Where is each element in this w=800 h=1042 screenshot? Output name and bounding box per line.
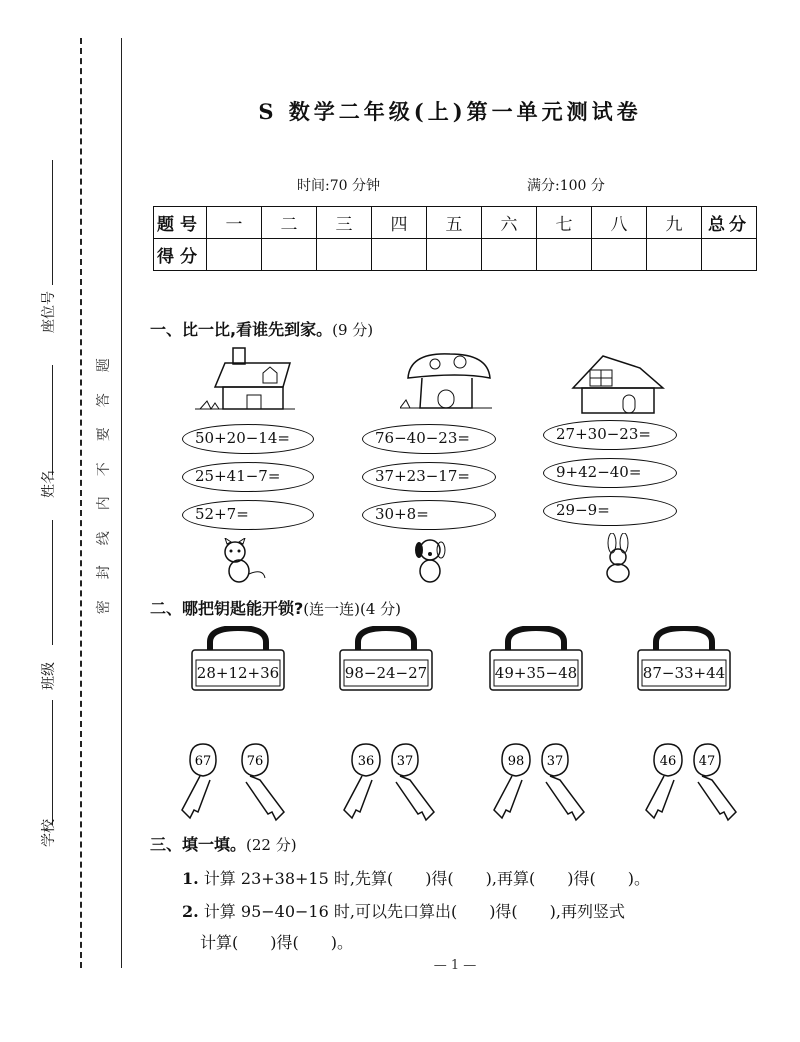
key-icon bbox=[392, 744, 434, 820]
expression-oval: 37+23−17= bbox=[362, 462, 496, 492]
school-blank-line bbox=[52, 700, 53, 825]
score-table bbox=[153, 206, 757, 271]
key-number: 47 bbox=[698, 754, 716, 769]
key-pair-2 bbox=[330, 740, 440, 822]
dog-icon bbox=[410, 536, 450, 586]
expression-oval: 76−40−23= bbox=[362, 424, 496, 454]
table-header-cell: 题号 bbox=[154, 207, 207, 239]
key-pair-1 bbox=[178, 740, 288, 822]
lock-icon bbox=[338, 626, 434, 692]
expression-oval: 50+20−14= bbox=[182, 424, 314, 454]
name-label: 姓名 bbox=[41, 470, 57, 498]
school-label: 学校 bbox=[41, 819, 57, 847]
key-number: 76 bbox=[246, 754, 264, 769]
key-number: 67 bbox=[194, 754, 212, 769]
expression-oval: 25+41−7= bbox=[182, 462, 314, 492]
question-2-continued: 计算( )得( )。 bbox=[200, 933, 353, 952]
page-number: — 1 — bbox=[433, 958, 477, 973]
key-number: 36 bbox=[357, 754, 375, 769]
rabbit-icon bbox=[598, 533, 640, 585]
mushroom-house-icon bbox=[400, 350, 495, 420]
score-cell bbox=[207, 239, 262, 271]
lock-expression-4: 87−33+44 bbox=[642, 664, 726, 682]
key-icon bbox=[494, 744, 530, 818]
expression-oval: 52+7= bbox=[182, 500, 314, 530]
question-2: 2. 计算 95−40−16 时,可以先口算出( )得( ),再列竖式 bbox=[182, 902, 626, 921]
score-cell bbox=[317, 239, 372, 271]
table-column-7: 七 bbox=[537, 207, 592, 239]
table-column-8: 八 bbox=[592, 207, 647, 239]
cottage-icon bbox=[568, 348, 668, 418]
exam-time: 时间:70 分钟 bbox=[297, 178, 380, 194]
table-column-2: 二 bbox=[262, 207, 317, 239]
table-column-5: 五 bbox=[427, 207, 482, 239]
key-icon bbox=[242, 744, 284, 820]
key-icon bbox=[646, 744, 682, 818]
key-icon bbox=[182, 744, 216, 818]
key-number: 46 bbox=[659, 754, 677, 769]
section-3-title: 三、填一填。(22 分) bbox=[150, 835, 297, 854]
full-score: 满分:100 分 bbox=[527, 178, 605, 194]
expression-oval: 30+8= bbox=[362, 500, 496, 530]
score-table-header-row bbox=[154, 207, 757, 239]
page-title: S 数学二年级(上)第一单元测试卷 bbox=[258, 99, 642, 124]
section-2-title: 二、哪把钥匙能开锁?(连一连)(4 分) bbox=[150, 599, 402, 618]
section-1-title: 一、比一比,看谁先到家。(9 分) bbox=[150, 320, 374, 339]
score-cell bbox=[537, 239, 592, 271]
lock-expression-3: 49+35−48 bbox=[494, 664, 578, 682]
score-cell bbox=[262, 239, 317, 271]
name-blank-line bbox=[52, 365, 53, 475]
table-column-3: 三 bbox=[317, 207, 372, 239]
table-column-total: 总分 bbox=[702, 207, 757, 239]
key-number: 98 bbox=[507, 754, 525, 769]
score-cell bbox=[702, 239, 757, 271]
seal-line-text: 题 答 要 不 内 线 封 密 bbox=[95, 358, 112, 614]
key-pair-3 bbox=[468, 740, 588, 822]
key-icon bbox=[694, 744, 736, 820]
table-column-1: 一 bbox=[207, 207, 262, 239]
score-table-score-row bbox=[154, 239, 757, 271]
table-header-cell: 得分 bbox=[154, 239, 207, 271]
key-number: 37 bbox=[546, 754, 564, 769]
table-column-6: 六 bbox=[482, 207, 537, 239]
seat-label: 座位号 bbox=[41, 291, 57, 333]
table-column-4: 四 bbox=[372, 207, 427, 239]
expression-oval: 27+30−23= bbox=[543, 420, 677, 450]
table-column-9: 九 bbox=[647, 207, 702, 239]
cut-dashed-line bbox=[80, 38, 82, 968]
question-1: 1. 计算 23+38+15 时,先算( )得( ),再算( )得( )。 bbox=[182, 869, 650, 888]
lock-expression-1: 28+12+36 bbox=[196, 664, 280, 682]
lock-icon bbox=[636, 626, 732, 692]
house-icon bbox=[195, 345, 300, 415]
expression-oval: 29−9= bbox=[543, 496, 677, 526]
key-icon bbox=[344, 744, 380, 818]
seat-blank-line bbox=[52, 160, 53, 285]
key-icon bbox=[542, 744, 584, 820]
lock-icon bbox=[190, 626, 286, 692]
class-blank-line bbox=[52, 520, 53, 645]
class-label: 班级 bbox=[41, 662, 57, 690]
key-number: 37 bbox=[396, 754, 414, 769]
score-cell bbox=[647, 239, 702, 271]
cat-icon bbox=[215, 538, 270, 586]
score-cell bbox=[592, 239, 647, 271]
score-cell bbox=[427, 239, 482, 271]
score-cell bbox=[372, 239, 427, 271]
lock-icon bbox=[488, 626, 584, 692]
lock-expression-2: 98−24−27 bbox=[344, 664, 428, 682]
expression-oval: 9+42−40= bbox=[543, 458, 677, 488]
score-cell bbox=[482, 239, 537, 271]
key-pair-4 bbox=[630, 740, 740, 822]
